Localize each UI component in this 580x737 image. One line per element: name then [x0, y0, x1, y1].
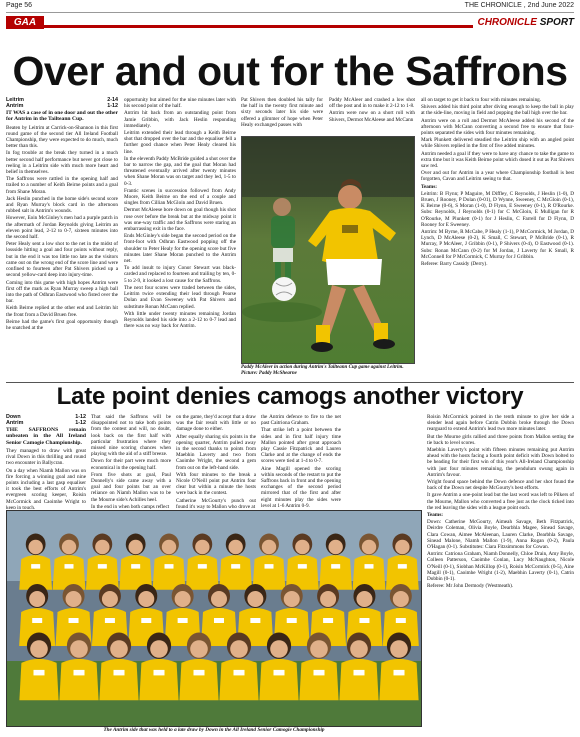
- paragraph: Antrim were on a roll and Dermot McAleese added his second of the afternoon with McCann converting a second free to ensure that four-points separated the sides with four minutes remaining.: [421, 117, 574, 137]
- story2-headline: Late point denies camogs another victory: [56, 383, 524, 410]
- paragraph: Referee: Mr John Dermody (Westmeath).: [427, 583, 514, 590]
- paragraph: Pat Shivers then doubled his tally for the half in the twenty first minute and sixty seconds later his side were offered a glimmer of hope when Peter Healy exchanged passes with: [241, 97, 323, 128]
- paragraph: Referee: Barry Cassidy (Derry).: [421, 261, 488, 268]
- paragraph: Wright found space behind the Down defence and her shot found the back of the Down net despite McGourty's best efforts.: [427, 479, 574, 492]
- paragraph: Roisin McCormick pointed in the tenth minute to give her side a slender lead again before Catrin Dobbin broke through the Down rearguard to extend Antrim's lead two more minutes later.: [427, 414, 574, 433]
- publication-date: THE CHRONICLE , 2nd June 2022: [464, 2, 574, 9]
- header-divider: [6, 12, 574, 13]
- paragraph: Antrim: Catriona Graham, Niamh Donnelly, Chloe Drain, Amy Boyle, Colleen Patterson, Caoimhe Conlan, Lucy McNaughton, Nicole O'Neill (0-1), Siobhan McKillop (0-1), Roisin McCormick (0-5), Aine Magill (0-1), Caoimhe Wright (1-2), Maebhin Laverty (0-1), Catrin Dobbin (0-1).: [427, 551, 574, 583]
- teams-heading: Teams:: [427, 512, 443, 519]
- score-team: Antrim: [6, 103, 24, 110]
- story2-scoreline: [6, 414, 86, 427]
- paragraph: Aine Magill opened the scoring within seconds of the restart to put the Saffrons back in front and the opening exchanges of the second period mirrored that of the first and after eight minutes play the sides were level at 1-6 Antrim 0-9.: [261, 465, 341, 509]
- story2-column-4: [261, 414, 341, 509]
- story1-scoreline: [6, 97, 118, 110]
- paragraph: Ends McGinley's side began the second period on the front-foot with Odhran Eastwood popping off the shoulder to Peter Healy for the opening score but five minutes later Shane Moran punched to the Antrim net.: [124, 233, 236, 265]
- story2-column-3: [176, 414, 256, 509]
- section-logo: [473, 17, 574, 29]
- score-result: 1-12: [75, 420, 86, 427]
- paragraph: In the eleventh Paddy McBride guided a shot over the bar to narrow the gap, and the goal that Moran had threatened eventually arrived after twenty minutes when Shane Moran was on target and they led, 1-5 to 0-3.: [124, 155, 236, 187]
- paragraph: But the Mourne girls rallied and three points from Mallon setting the tie back to level scores.: [427, 433, 574, 446]
- paragraph: However, Eoin McGinley's men had a purple patch in the aftermath of Jordan Reynolds giving Leitrim an eleven point lead, 2-12 to 0-7, sixteen minutes into the second half.: [6, 215, 118, 241]
- teams-heading: Teams:: [421, 183, 437, 190]
- paragraph: In the end in when both camps reflect: [91, 503, 170, 509]
- paragraph: Leitrim: B Flynn; P Maguire, M Diffley, C Reynolds, J Heslin (1-0), D Bruen, J Rooney, P Dolan (0-01), D Wynne, Sweeney, C McGloin (0-1), K Beirne (0-6), S Moran (1-0), D Flynn, E Sweeney (0-1), R O'Rourke. Subs: Reynolds, J Reynolds (0-1) for C McGloin, E Mulligan for R O'Rourke, M Plunkett (0-1) for J Heslin, C Farrell for D Flynn, D Rooney for E Sweeney.: [421, 190, 574, 228]
- paragraph: Down for their part were much more economical in the opening half.: [91, 458, 171, 471]
- gaa-player-photo: [242, 137, 415, 364]
- paragraph: After equally sharing six points in the opening quarter, Antrim pulled away in the second thanks to points from Maebhin Laverty and two from Caoimhe Wright, the second a gem from out on the left-hand side.: [176, 433, 256, 471]
- score-team: Leitrim: [6, 97, 24, 103]
- story2-team-photo: [6, 510, 422, 727]
- camogie-team-photo: [7, 511, 422, 727]
- paragraph: all on target to get it back to four with minutes remaining.: [421, 97, 542, 103]
- masthead-strip: [6, 2, 574, 12]
- story1-photo-caption: Paddy McAleer in action during Antrim's Tailteann Cup game against Leitrim. Picture: Paddy McShearne: [241, 365, 404, 376]
- paragraph: Leitrim extended their lead through a Keith Beirne shot that dropped over the bar and the equaliser fell a further good chance when Peter Healy cleared his line.: [124, 130, 236, 155]
- score-team: Antrim: [6, 420, 24, 427]
- paragraph: Antrim were now on a short roll with Shivers, Dermot McAleese and McCann: [329, 110, 415, 123]
- story1-column-2: [124, 97, 236, 380]
- score-result: 2-14: [107, 97, 118, 103]
- paragraph: To add insult to injury Conor Stewart was black-carded and replaced to fourteen and trailing by ten, 0-5 to 2-9, it looked a lost cause for the Saffrons.: [124, 265, 236, 284]
- paragraph: Maebhin Laverty's point with fifteen minutes remaining put Antrim ahead with the hosts facing a fourth point deficit with Down bolted to be heading for their first win of this year's All-Ireland Championship with just four minutes remaining, the pendulum swung again in Antrim's favour.: [427, 447, 574, 478]
- paragraph: Paddy McAleer and crashed a low shot off the post and in to make it 2-12 to 1-8.: [329, 97, 415, 110]
- story1-column-3a: [241, 97, 323, 135]
- paragraph: Shivers added his third point after diving enough to keep the ball in play at the side-line, moving in field and popping the ball high over the bar.: [421, 104, 574, 117]
- page-number: Page 56: [6, 2, 33, 9]
- paragraph: Catherine McGourty's punch out found it's way to Mallon who drove at: [176, 497, 256, 509]
- paragraph: They managed to draw with great rival Down in this thrilling and round two encounter in Ballycran.: [6, 448, 86, 467]
- paragraph: Antrim needed a goal if they were to have any chance to take the game to extra time but it was Keith Beirne point which dosed it out as Pat Shivers saw red.: [421, 150, 574, 170]
- paragraph: Antrim: M Byrne, R McCabe, P Healy (1-1), P McCormick, M Jordan, D Lynch, D McAleese (0-2), K Small, C Stewart, P McBride (0-1), R Murray, P McAleer, J Gribbin (0-1), P Shivers (0-4), O Eastwood (0-1). Subs: Ronan McCann (0-2) for M Jordan, J Laverty for K Small, R McConnell for P McCormick, C Murray for J Gribbin.: [421, 229, 574, 260]
- section-logo-chronicle: CHRONICLE: [477, 17, 537, 28]
- paragraph: Keith Beirne replied at the other end and Leitrim hit the front from a David Bruen free.: [6, 305, 118, 318]
- paragraph: Peter Healy sent a low shot to the net in the midst of lossside hitting a goal and four points without reply, but in the end it was too little too late as the visitors came out on the wrong end of the score line and were confined to fourteen after Pat Shivers picked up a second yellow-card deep into injury-time.: [6, 241, 118, 279]
- section-logo-sport: SPORT: [539, 17, 574, 28]
- score-result: 1-12: [75, 414, 86, 420]
- paragraph: In fog trouble at the break they turned in a much better second half performance but never got close to reeling in a Leitrim side with much more heart and belief in themselves.: [6, 150, 118, 176]
- paragraph: opportunity but aimed for the nine minutes later with his second point of the half.: [124, 97, 236, 110]
- paragraph: The Saffrons were rattled in the opening half and trailed to a number of Keith Beirne points and a goal from Shane Moran.: [6, 176, 118, 195]
- story2-photo-caption: The Antrim side that was held to a late draw by Down in the All Ireland Senior Camogie Championship: [103, 727, 325, 733]
- score-team: Down: [6, 414, 21, 420]
- paragraph: Frantic scenes in succession followed from Andy Moore, Keith Beirne on the end of a couple and singles from Cillian McGloin and David Bruen.: [124, 187, 236, 207]
- gaa-badge: GAA: [6, 16, 44, 29]
- paragraph: Beirne had the game's first goal opportunity though he snatched at the: [6, 318, 118, 331]
- story2-column-1: [6, 414, 86, 509]
- paragraph: Jack Heslin punched in the home side's second score and Ryan Murray's block card in the afternoon rubbed salt in Antrim's wounds.: [6, 195, 118, 215]
- story1-column-4: [421, 97, 574, 380]
- paragraph: On a day when Niamh Mallon was on fire forcing a winning goal and nine points including a last gasp equaliser it took the best efforts of Antrim's evergreen scoring keeper, Roisin McCormick and Caoimhe Wright to keep in touch.: [6, 467, 86, 509]
- page-header: [0, 0, 580, 52]
- paragraph: That said the Saffrons will be disappointed not to take both points from the contest and will, no doubt, look back on the first half with particular frustration where they missed nine scoring chances when playing with the aid of a stiff breeze.: [91, 414, 171, 458]
- paragraph: The next four scores were traded between the sides, Leitrim twice extending their lead through Pearse Dolan and Evan Sweeney with Pat Shivers and substitute Ronan McCann replied.: [124, 284, 236, 310]
- paragraph: Down: Catherine McGourty, Aimeah Savage, Beth Fitzpatrick, Deirdre Coleman, Olivia Boyle, Dearbhla Magee, Sinead Savage, Clara Cowan, Aimee McAleenan, Lauren Clarke, Dearbhla Savage, Sinead Malone, Niamh Mallon (1-9), Anna Rogan (0-2), Paula O'Hagan (0-1). Substitutes: Ciara Fitzsimmons for Cowan.: [427, 519, 574, 551]
- story2-column-5: [427, 414, 574, 732]
- paragraph: That strike left a point between the sides and in first half injury time Mallon pointed after great approach play Cassie Fitzpatrick and Lauren Clarke and at the change of ends the scores were tied at 1-4 to 0-7.: [261, 427, 341, 465]
- score-result: 1-12: [107, 103, 118, 110]
- paragraph: Antrim hit back from an outstanding point from Jamie Gribbin, with Jack Heslin responding immediately.: [124, 110, 236, 129]
- paragraph: Dermot McAleese bore down on goal though his shot rose over before the break but at the midway point it was one-way traffic and the Saffrons were staring an embarrassing exit in the face.: [124, 207, 236, 233]
- story2-column-2: [91, 414, 171, 509]
- paragraph: on the game, they'd accept that a draw was the fair result with little or no damage done to either.: [176, 414, 256, 433]
- paragraph: With little under twenty minutes remaining Jordan Reynolds landed his side into a 2-12 to 0-7 lead and there was no way back for Antrim.: [124, 310, 236, 330]
- paragraph: With four minutes to the break a Nicole O'Neill point put Antrim four clear but within a minute the hosts were back in the contest.: [176, 471, 256, 497]
- story2-lead: THE SAFFRONS remain unbeaten in the All Ireland Senior Camogie Championship.: [6, 426, 86, 446]
- paragraph: the Antrim defence to fire to the net past Caitriona Graham.: [261, 414, 341, 427]
- story1-column-3b: [329, 97, 415, 135]
- paragraph: From five shots at goal, Paul Donnelly's side came away with a goal and four points but an over reliance on Niamh Mallon was to be the Mourne side's Achilles heel.: [91, 471, 171, 503]
- paragraph: Mark Plunkett delivered steadied the Leitrim ship with an angled point while Shivers replied in the first of five added minutes.: [421, 137, 574, 150]
- story1-lead: IT WAS a case of in one door and out the other for Antrim in the Tailteann Cup.: [6, 109, 118, 123]
- story1-headline: Over and out for the Saffrons: [12, 48, 568, 94]
- paragraph: Over and out for Antrim in a year where Championship football is best forgotten, Cavan and Leitrim seeing to that.: [421, 170, 574, 183]
- story1-column-1: [6, 97, 118, 380]
- paragraph: Coming into this game with high hopes Antrim were first off the mark as Ryan Murray sweep a high ball into the path of Odhran Eastwood who fisted over the bar.: [6, 279, 118, 305]
- paragraph: It gave Antrim a one-point lead but the last word was left to Pilkers of the Mourne, Mallon who converted a free just as the clock ticked into the red leaving the sides with a league point each.: [427, 492, 574, 511]
- story1-photo: [241, 136, 415, 364]
- paragraph: Beaten by Leitrim at Carrick-on-Shannon in this first round game of the second tier All Ireland Football Championship, they were expected to do much, much better than this.: [6, 124, 118, 150]
